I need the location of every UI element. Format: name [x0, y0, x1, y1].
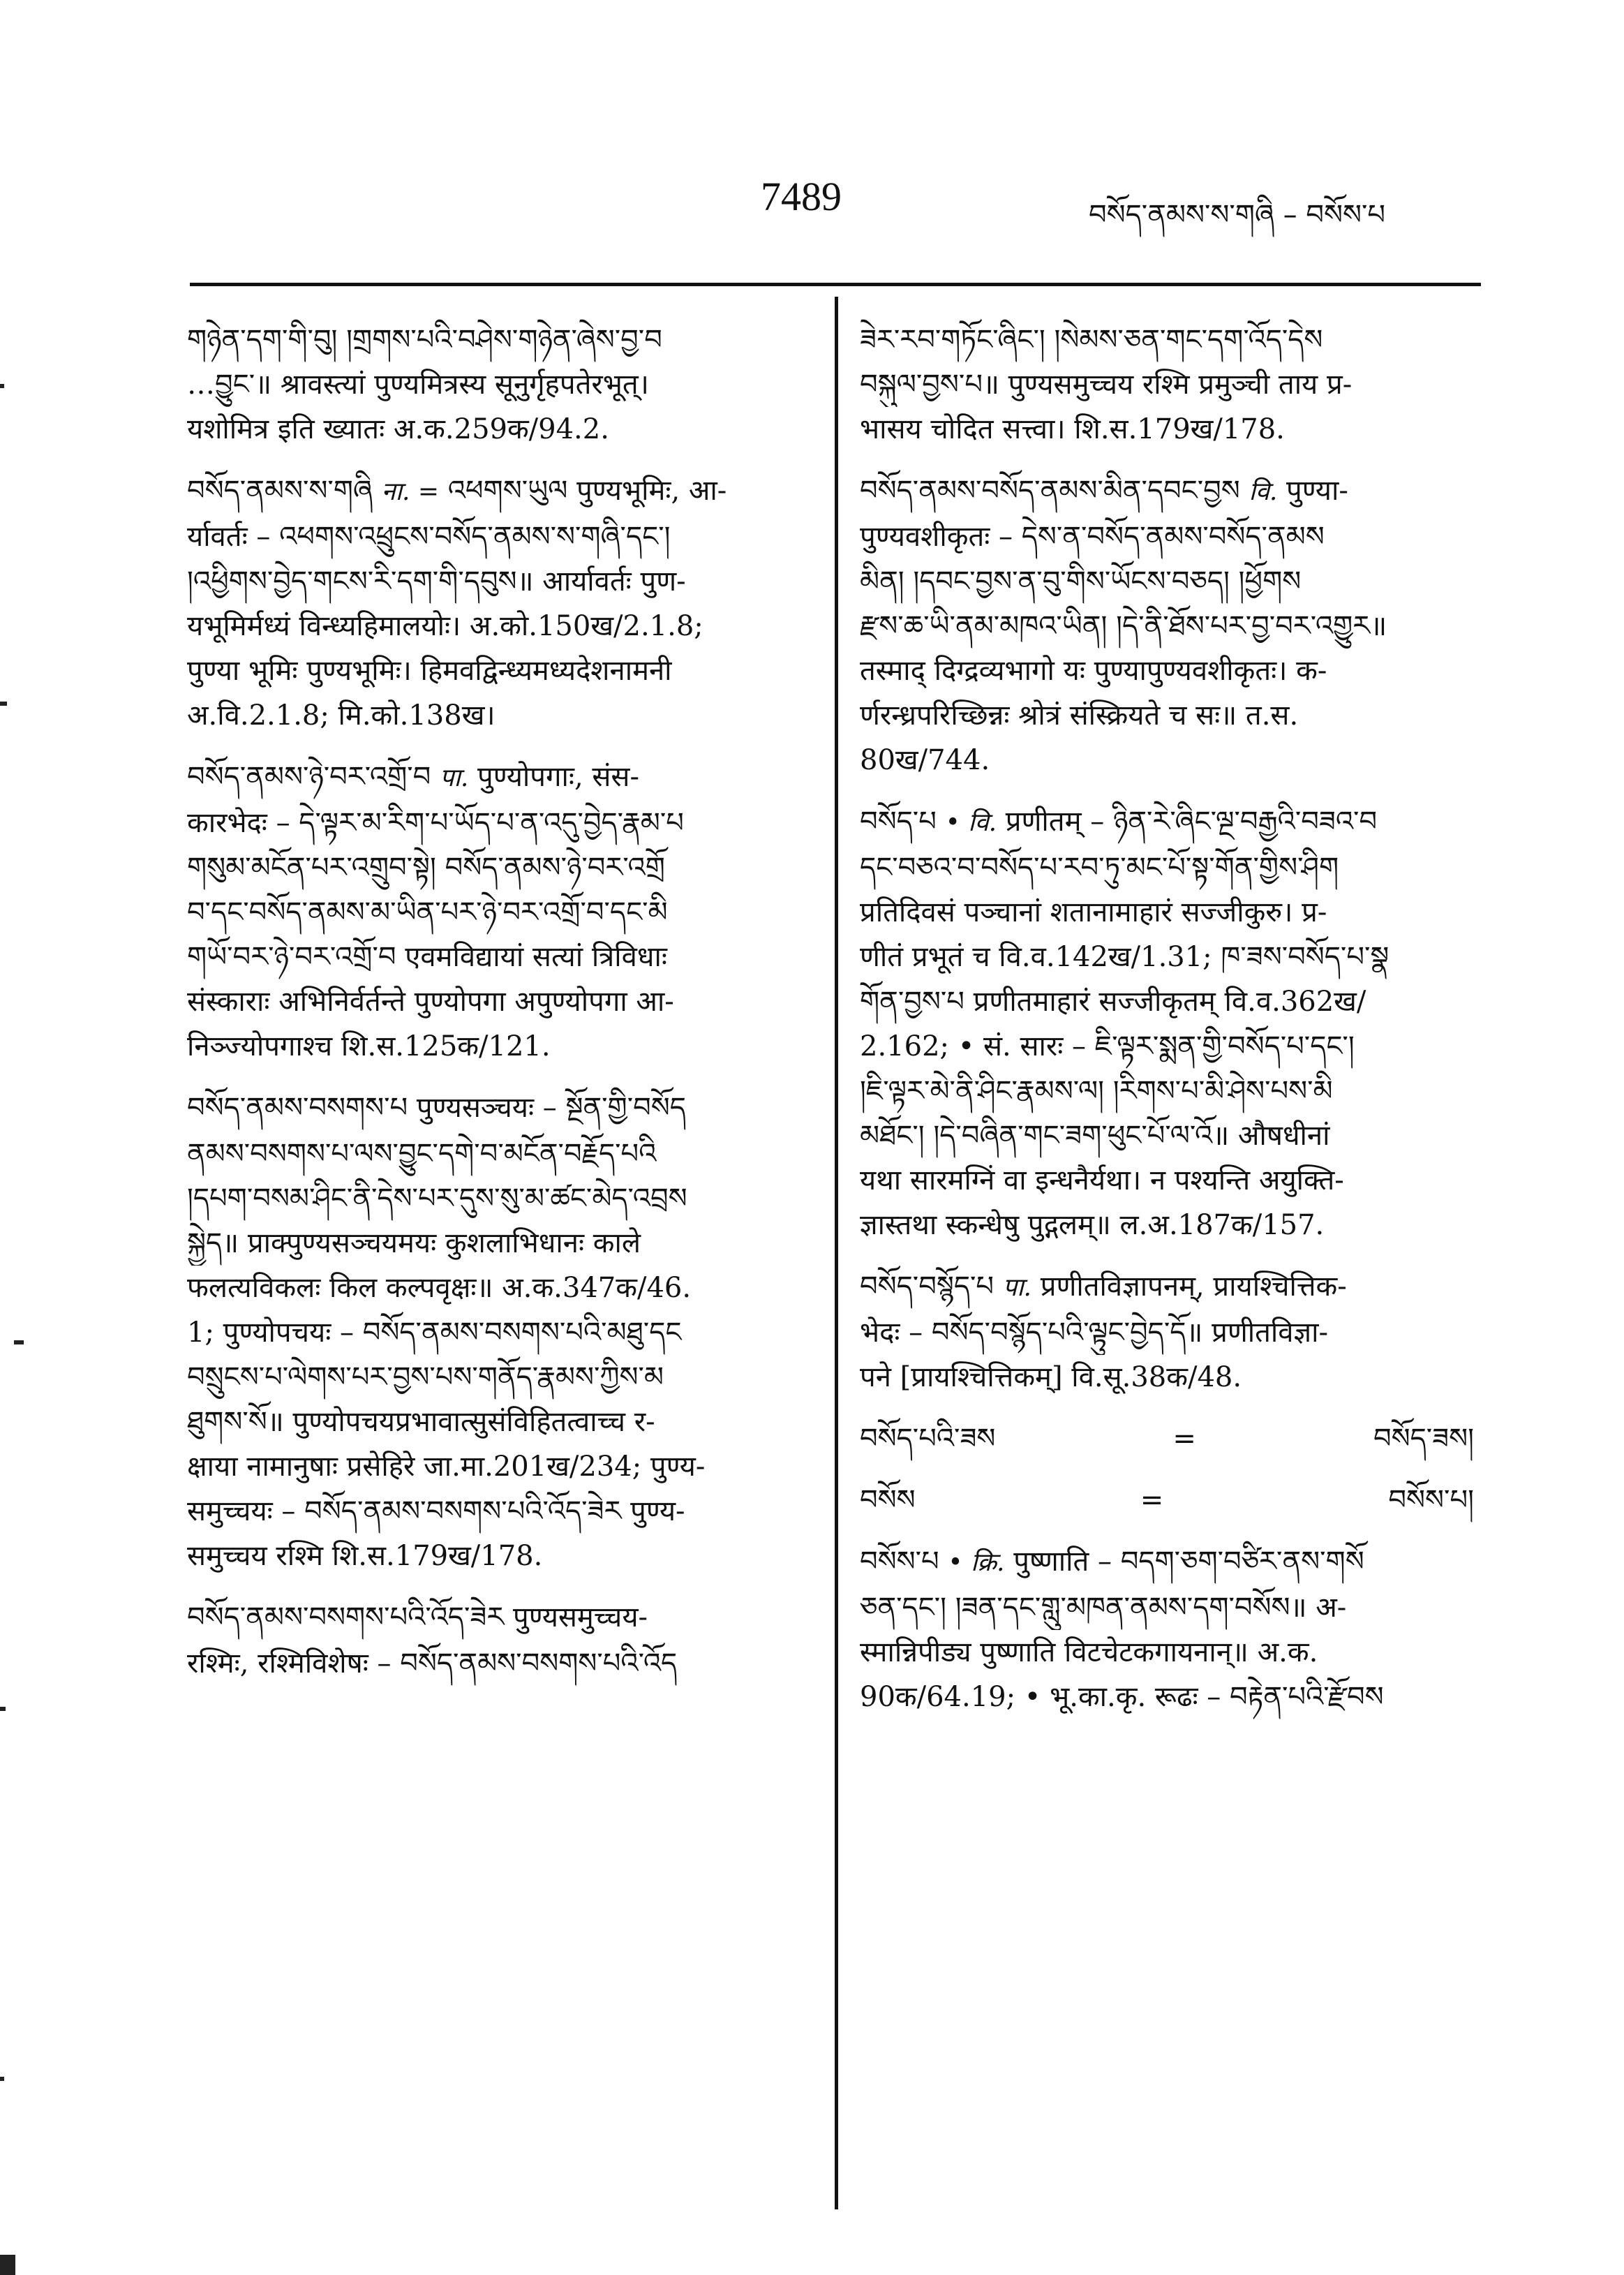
entry-first-line — [187, 468, 808, 514]
entry-line: फलत्यविकलः किल कल्पवृक्षः॥ अ.क.347क/46. — [187, 1272, 692, 1304]
entry-line: 2.162; • सं. सारः – ཇི་ལྟར་སྨན་གྱི་བསོད་པ་དང་། — [860, 1030, 1355, 1062]
entry-line: णीतं प्रभूतं च वि.व.142ख/1.31; ཁ་ཟས་བསོད་པ་སྣ — [860, 941, 1390, 973]
headword: བསོས་པ — [860, 1546, 939, 1578]
margin-mark — [0, 2255, 15, 2275]
entry-first-line — [187, 1085, 808, 1132]
entry-line: तस्माद् दिग्द्रव्यभागो यः पुण्यापुण्यवशीकृतः। क- — [860, 655, 1327, 687]
entry-text: प्रणीतम् – ཉིན་རེ་ཞིང་ལྔ་བརྒྱའི་བཟའ་བ — [1005, 806, 1378, 838]
entry-text: पुण्यसञ्चयः – སྔོན་གྱི་བསོད — [416, 1092, 686, 1124]
headword: བསོད་ནམས་ཉེ་བར་འགྲོ་བ — [187, 761, 431, 793]
entry-line: समुच्चय रश्मि शि.स.179ख/178. — [187, 1540, 543, 1572]
entry-line: བ་དང་བསོད་ནམས་མ་ཡིན་པར་ཉེ་བར་འགྲོ་བ་དང་མི — [187, 896, 668, 928]
margin-mark — [0, 1707, 6, 1711]
grammar-tag: पा. — [440, 764, 469, 792]
entry-text: འཕགས་ཡུལ पुण्यभूमिः, आ- — [447, 475, 727, 507]
entry-line: དང་བཅའ་བ་བསོད་པ་རབ་ཏུ་མང་པོ་སྟ་གོན་གྱིས་ཤིག — [860, 852, 1339, 884]
entry-line: प्रतिदिवसं पञ्चानां शतानामाहारं सज्जीकुरु। प्र- — [860, 896, 1327, 928]
entry-line: भेदः – བསོད་བསྙོད་པའི་ལྟུང་བྱེད་དོ॥ प्रणीतविज्ञा- — [860, 1317, 1329, 1349]
entry-line: क्षाया नामानुषाः प्रसेहिरे जा.मा.201ख/234; पुण्य- — [187, 1451, 706, 1483]
entry-line: ནམས་བསགས་པ་ལས་བྱུང་དགེ་བ་མངོན་བརྗོད་པའི — [187, 1138, 657, 1170]
headword: བསོད་ནམས་བསགས་པ — [187, 1092, 408, 1124]
headword: བསོད་ནམས་བསགས་པའི་འོད་ཟེར — [187, 1601, 505, 1633]
entry-line: མཐོང་། །དེ་བཞིན་གང་ཟག་ཕུང་པོ་ལ་འོ॥ औषधीनां — [860, 1120, 1330, 1152]
entry-first-line — [187, 1595, 808, 1641]
dictionary-entry — [860, 468, 1474, 783]
dictionary-entry — [187, 468, 808, 738]
entry-line: གསུམ་མངོན་པར་འགྲུབ་སྟེ། བསོད་ནམས་ཉེ་བར་འགྲོ — [187, 852, 665, 884]
entry-first-line — [187, 755, 808, 801]
column-divider — [835, 297, 838, 2209]
running-head: བསོད་ནམས་ས་གཞི – བསོས་པ — [1089, 199, 1386, 231]
grammar-tag: • वि. — [945, 808, 997, 837]
grammar-tag: वि. — [1249, 477, 1278, 506]
entry-line: कारभेदः – དེ་ལྟར་མ་རིག་པ་ཡོད་པ་ན་འདུ་བྱེད་རྣམ་པ — [187, 807, 684, 839]
entry-line: རྫས་ཆ་ཡི་ནམ་མཁའ་ཡིན། །དེ་ནི་ཐོས་པར་བྱ་བར་འགྱུར॥ — [860, 610, 1387, 642]
entry-first-line — [860, 1539, 1474, 1585]
entry-line: མིན། །དབང་བྱས་ན་བུ་གིས་ཡོངས་བཅད། །ཕྱོགས — [860, 565, 1302, 598]
entry-line: ཟེར་རབ་གཏོང་ཞིང་། །སེམས་ཅན་གང་དག་འོད་དེས — [860, 324, 1323, 356]
xref-equals: = — [1140, 1484, 1164, 1516]
headword: བསོད་ནམས་བསོད་ནམས་མིན་དབང་བྱས — [860, 475, 1240, 507]
entry-line: समुच्चयः – བསོད་ནམས་བསགས་པའི་འོད་ཟེར पुण्य- — [187, 1495, 685, 1527]
entry-line: निञ्ज्योपगाश्च शि.स.125क/121. — [187, 1030, 551, 1062]
dictionary-entry — [187, 318, 808, 452]
entry-line: གཉེན་དག་གི་བུ། །གྲགས་པའི་བཤེས་གཉེན་ཞེས་བྱ་བ — [187, 324, 662, 356]
entry-line: །དཔག་བསམ་ཤིང་ནི་དེས་པར་དུས་སུ་མ་ཚང་མེད་འབྲས — [187, 1183, 687, 1215]
entry-first-line — [860, 468, 1474, 514]
entry-text: प्रणीतविज्ञापनम्, प्रायश्चित्तिक- — [1040, 1270, 1347, 1303]
entry-line: यथा सारमग्निं वा इन्धनैर्यथा। न पश्यन्ति अयुक्ति- — [860, 1164, 1344, 1196]
entry-line: ज्ञास्तथा स्कन्धेषु पुद्गलम्॥ ल.अ.187क/157. — [860, 1209, 1325, 1241]
dictionary-entry — [187, 1085, 808, 1578]
headword: བསོད་ནམས་ས་གཞི — [187, 475, 373, 507]
entry-line: पुण्यवशीकृतः – དེས་ན་བསོད་ནམས་བསོད་ནམས — [860, 521, 1325, 553]
grammar-tag: पा. — [1002, 1273, 1031, 1302]
entry-line: གཡོ་བར་ཉེ་བར་འགྲོ་བ एवमविद्यायां सत्यां त्रिविधाः — [187, 941, 667, 973]
entry-line: 80ख/744. — [860, 744, 990, 776]
entry-line: གོན་བྱས་པ प्रणीतमाहारं सज्जीकृतम् वि.व.362ख/ — [860, 986, 1366, 1018]
entry-line: བསྲུངས་པ་ལེགས་པར་བྱས་པས་གནོད་རྣམས་ཀྱིས་མ — [187, 1361, 664, 1393]
dictionary-entry — [860, 1539, 1474, 1719]
margin-mark — [0, 702, 7, 706]
grammar-tag: ना. = — [381, 477, 439, 506]
xref-term: བསོས — [860, 1484, 916, 1516]
xref-term: བསོད་པའི་ཟས — [860, 1423, 996, 1455]
entry-first-line — [860, 799, 1474, 845]
entry-line: पने [प्रायश्चित्तिकम्] वि.सू.38क/48. — [860, 1361, 1242, 1393]
dictionary-entry — [187, 1595, 808, 1686]
entry-text: पुष्णाति – བདག་ཅག་བཙིར་ནས་གསོ — [1013, 1546, 1364, 1578]
entry-line: र्णरन्ध्रपरिच्छिन्नः श्रोत्रं संस्क्रियते च सः॥ त.स. — [860, 699, 1299, 732]
dictionary-entry — [860, 318, 1474, 452]
headword: བསོད་བསྙོད་པ — [860, 1270, 994, 1303]
xref-target: བསོས་པ། — [1388, 1484, 1474, 1516]
entry-text: पुण्या- — [1286, 475, 1348, 507]
entry-text: पुण्यसमुच्चय- — [512, 1601, 648, 1633]
entry-line: སྐྱེད॥ प्राक्पुण्यसञ्चयमयः कुशलाभिधानः काले — [187, 1227, 641, 1259]
entry-line: 1; पुण्योपचयः – བསོད་ནམས་བསགས་པའི་མཐུ་དང — [187, 1317, 682, 1349]
right-column — [860, 318, 1474, 1736]
entry-line: भासय चोदित सत्त्वा। शि.स.179ख/178. — [860, 413, 1285, 445]
entry-line: अ.वि.2.1.8; मि.को.138ख। — [187, 699, 496, 732]
dictionary-entry — [187, 755, 808, 1069]
cross-reference — [860, 1416, 1474, 1461]
grammar-tag: • क्रि. — [948, 1548, 1005, 1577]
dictionary-entry — [860, 1264, 1474, 1400]
entry-line: ཅན་དང་། །ཟན་དང་གླུ་མཁན་ནམས་དག་བསོས॥ अ- — [860, 1592, 1347, 1624]
dictionary-entry — [860, 799, 1474, 1247]
page-number: 7489 — [761, 174, 842, 219]
entry-line: र्यावर्तः – འཕགས་འཕྲུངས་བསོད་ནམས་ས་གཞི་དང་། — [187, 521, 671, 553]
entry-line: स्मान्निपीड्य पुष्णाति विटचेटकगायनान्॥ अ.क. — [860, 1636, 1318, 1668]
entry-line: །འཕྱིགས་བྱེད་གངས་རི་དག་གི་དབུས॥ आर्यावर्तः पुण- — [187, 565, 686, 598]
entry-line: संस्काराः अभिनिर्वर्तन्ते पुण्योपगा अपुण्योपगा आ- — [187, 986, 674, 1018]
entry-first-line — [860, 1264, 1474, 1310]
header-rule — [190, 283, 1481, 286]
entry-line: यशोमित्र इति ख्यातः अ.क.259क/94.2. — [187, 413, 609, 445]
entry-line: रश्मिः, रश्मिविशेषः – བསོད་ནམས་བསགས་པའི་འོད — [187, 1647, 678, 1680]
entry-line: 90क/64.19; • भू.का.कृ. रूढः – བརྟེན་པའི་རྫོབས — [860, 1681, 1384, 1713]
entry-line: पुण्या भूमिः पुण्यभूमिः। हिमवद्विन्ध्यमध्यदेशनामनी — [187, 655, 672, 687]
cross-reference — [860, 1478, 1474, 1522]
margin-mark — [0, 2077, 4, 2081]
entry-line: །ཇི་ལྟར་མེ་ནི་ཤིང་རྣམས་ལ། །རིགས་པ་མི་ཤེས་པས་མི — [860, 1075, 1333, 1107]
entry-line: यभूमिर्मध्यं विन्ध्यहिमालयोः। अ.को.150ख/2.1.8; — [187, 610, 703, 642]
left-column — [187, 318, 808, 1703]
margin-mark — [14, 1340, 24, 1344]
entry-line: བསྐུལ་བྱས་པ॥ पुण्यसमुच्चय रश्मि प्रमुञ्ची ताय प्र- — [860, 369, 1353, 401]
headword: བསོད་པ — [860, 806, 937, 838]
entry-line: …བྱུང་॥ श्रावस्त्यां पुण्यमित्रस्य सूनुर्गृहपतेरभूत्। — [187, 369, 649, 401]
xref-equals: = — [1172, 1423, 1196, 1455]
xref-target: བསོད་ཟས། — [1373, 1423, 1474, 1455]
entry-text: पुण्योपगाः, संस- — [477, 761, 639, 793]
margin-mark — [0, 384, 4, 388]
entry-line: ཐུགས་སོ॥ पुण्योपचयप्रभावात्सुसंविहितत्वाच्च र- — [187, 1406, 655, 1438]
